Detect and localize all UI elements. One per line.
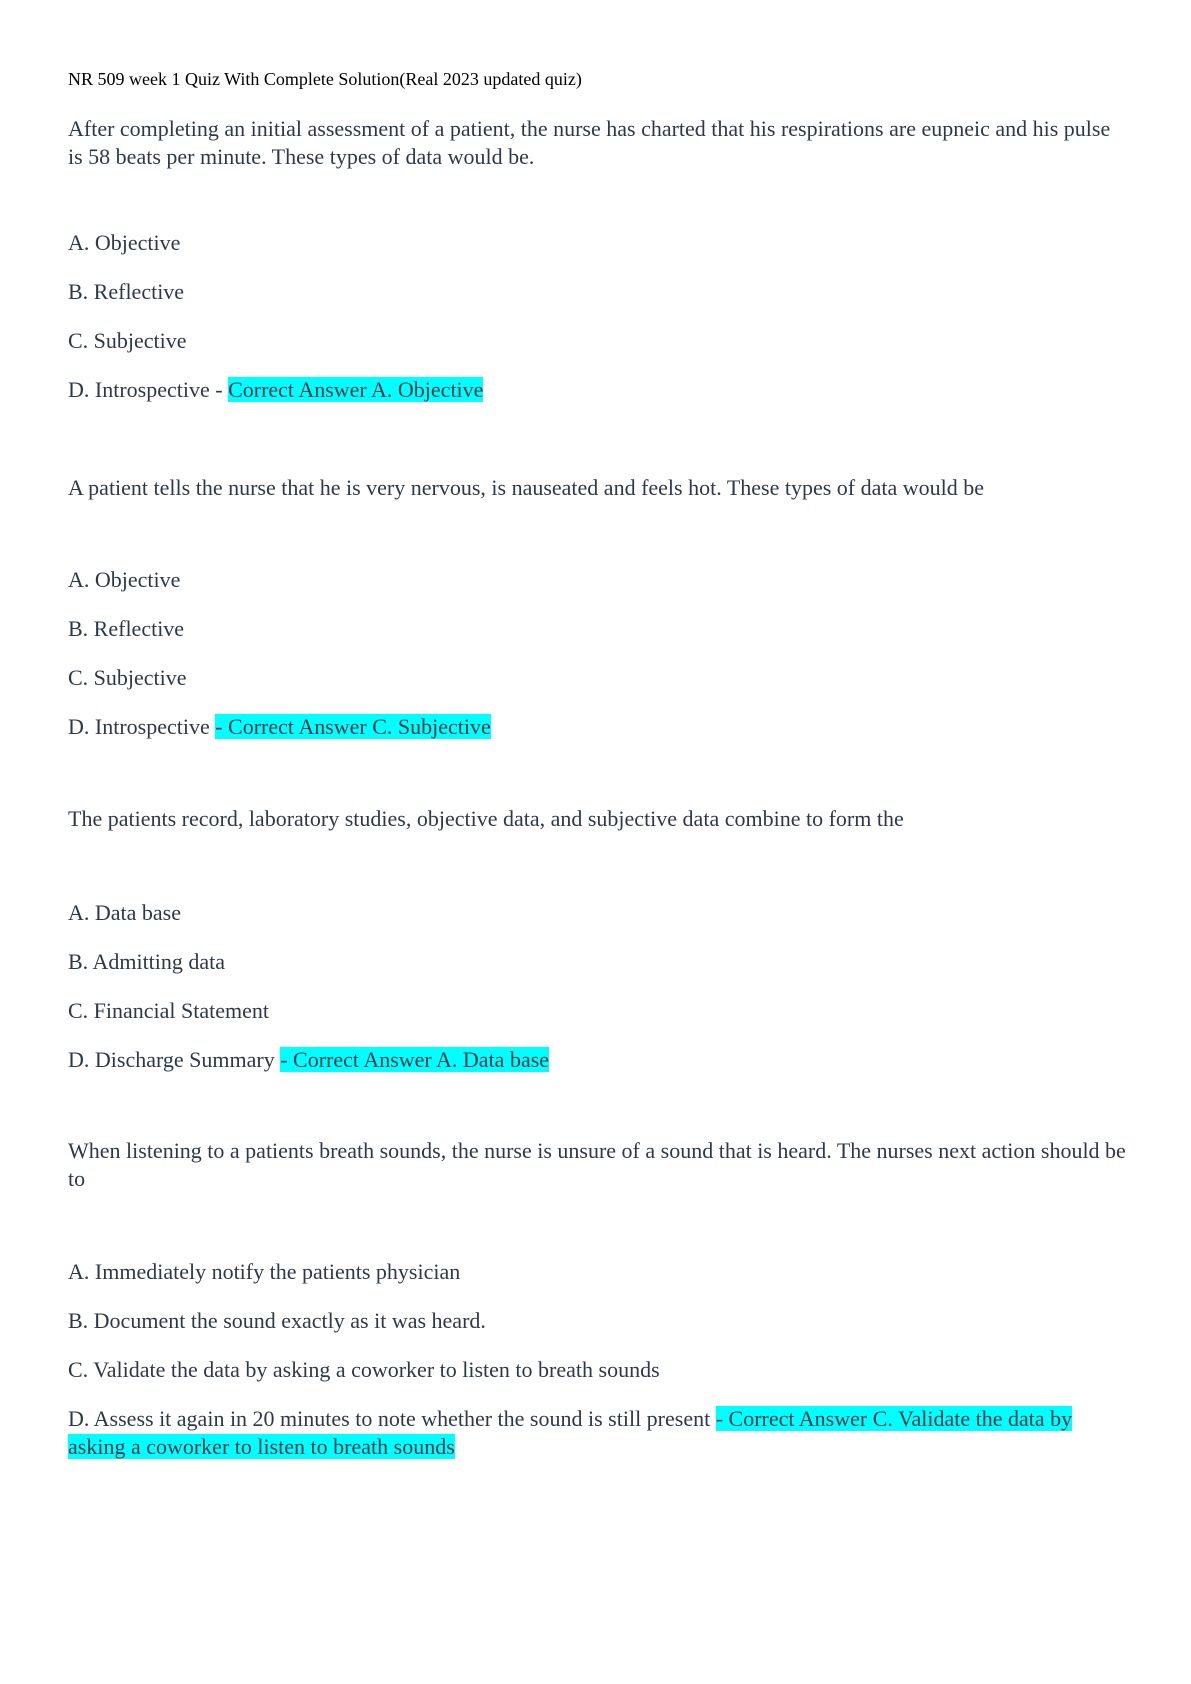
- document-title: NR 509 week 1 Quiz With Complete Solution(Real 2023 updated quiz): [68, 69, 582, 89]
- option-c: C. Subjective: [68, 665, 187, 690]
- question-3-text: The patients record, laboratory studies, objective data, and subjective data combine to form the: [68, 806, 904, 831]
- option-c: C. Validate the data by asking a coworker to listen to breath sounds: [68, 1357, 660, 1382]
- question-3: [68, 805, 1128, 1072]
- option-b: B. Document the sound exactly as it was heard.: [68, 1308, 486, 1333]
- option-d-label: D. Introspective: [68, 714, 216, 739]
- question-4-text: When listening to a patients breath sounds, the nurse is unsure of a sound that is heard. The nurses next action should be to: [68, 1138, 1126, 1191]
- option-b: B. Admitting data: [68, 949, 226, 974]
- option-b: B. Reflective: [68, 616, 185, 641]
- option-c: C. Financial Statement: [68, 998, 270, 1023]
- option-d: [68, 1046, 1128, 1074]
- question-2-options: [68, 566, 1128, 741]
- option-d-label: D. Assess it again in 20 minutes to note whether the sound is still present: [68, 1406, 716, 1431]
- correct-answer-highlight: - Correct Answer C. Validate the data by asking a coworker to listen to breath sounds: [68, 1406, 1073, 1459]
- option-a: A. Immediately notify the patients physician: [68, 1259, 461, 1284]
- question-2: [68, 474, 1128, 739]
- correct-answer-highlight: - Correct Answer C. Subjective: [215, 714, 491, 739]
- option-a: A. Objective: [68, 567, 181, 592]
- option-b: B. Reflective: [68, 279, 185, 304]
- question-2-text: A patient tells the nurse that he is very nervous, is nauseated and feels hot. These types of data would be: [68, 475, 985, 500]
- option-d: [68, 376, 1128, 404]
- option-a: A. Data base: [68, 900, 182, 925]
- option-d-label: D. Introspective -: [68, 377, 229, 402]
- question-1-text: After completing an initial assessment of a patient, the nurse has charted that his respirations are eupneic and his pulse is 58 beats per minute. These types of data would be.: [68, 116, 1111, 169]
- question-1-options: [68, 229, 1128, 404]
- question-3-options: [68, 899, 1128, 1074]
- option-a: A. Objective: [68, 230, 181, 255]
- option-d: [68, 713, 1128, 741]
- question-4-options: [68, 1258, 1128, 1461]
- question-1: [68, 115, 1128, 402]
- correct-answer-highlight: Correct Answer A. Objective: [228, 377, 484, 402]
- option-c: C. Subjective: [68, 328, 187, 353]
- question-4: [68, 1137, 1128, 1459]
- option-d-label: D. Discharge Summary: [68, 1047, 281, 1072]
- option-d: [68, 1405, 1128, 1461]
- correct-answer-highlight: - Correct Answer A. Data base: [280, 1047, 550, 1072]
